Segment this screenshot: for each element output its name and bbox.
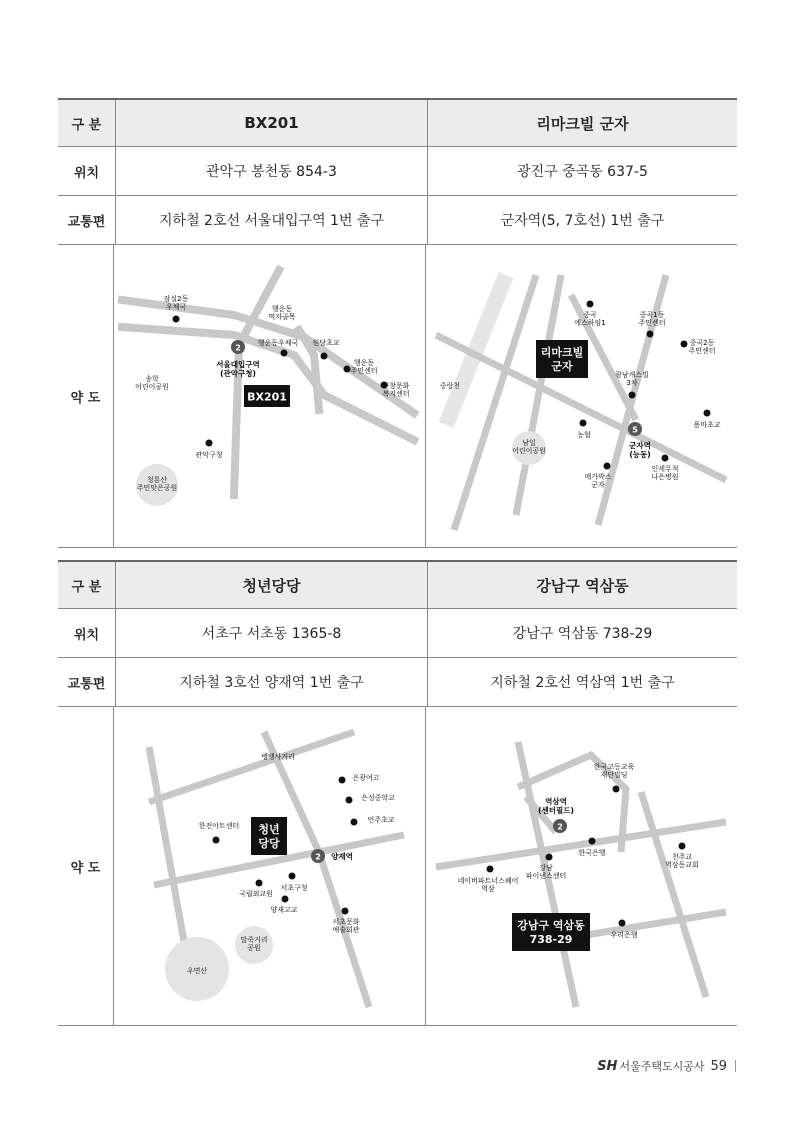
map-remarkville (426, 245, 737, 547)
location-row (58, 147, 737, 196)
poi-label-a: 한국고등교육 재단빌딩 (593, 763, 635, 779)
page-footer (597, 1058, 736, 1074)
poi-label-a: 중곡 에스하임1 (574, 311, 606, 327)
poi-dot (351, 819, 358, 826)
location-col2: 강남구 역삼동 738-29 (512, 626, 653, 642)
header-col1: BX201 (116, 100, 428, 146)
building-label: 강남구 역삼동 738-29 (517, 919, 585, 946)
station-name: 역삼역 (센터필드) (538, 797, 574, 815)
transport-col2: 군자역(5, 7호선) 1번 출구 (500, 213, 665, 229)
table-2 (58, 560, 737, 1026)
poi-label-g: 용마초교 (693, 421, 721, 429)
map-cheongnyeon-svg (114, 707, 425, 1025)
poi-label-a: 잠실2동 우체국 (163, 295, 189, 311)
poi-dot (282, 896, 289, 903)
poi-label-b: 한국은행 (578, 849, 606, 857)
poi-dot (647, 331, 654, 338)
header-col2: 리마크빌 군자 (536, 114, 629, 133)
location-col2: 광진구 중곡동 637-5 (517, 164, 648, 180)
header-col1: 청년당당 (116, 562, 428, 608)
poi-label-f: 서초구청 (280, 884, 308, 892)
poi-dot (321, 353, 328, 360)
page-number: 59 (710, 1058, 727, 1074)
poi-label-f: 우리은행 (610, 931, 638, 939)
transport-label: 교통편 (58, 658, 116, 706)
transport-row (58, 196, 737, 245)
table-header-row (58, 562, 737, 609)
poi-dot (344, 366, 351, 373)
map-label: 약 도 (58, 707, 114, 1025)
poi-label-f: 신창문화 복지센터 (382, 382, 410, 398)
poi-label-d: 광남캐스빌 3차 (615, 371, 649, 387)
map-road (234, 270, 279, 495)
poi-label-c: 강남 파이낸스센터 (525, 864, 567, 880)
transport-col2: 지하철 2호선 역삼역 1번 출구 (490, 675, 675, 691)
map-row (58, 707, 737, 1026)
transport-col1: 지하철 3호선 양재역 1번 출구 (116, 658, 428, 706)
poi-dot (487, 866, 494, 873)
station-number: 2 (315, 852, 321, 862)
poi-dot (629, 392, 636, 399)
poi-dot (587, 301, 594, 308)
map-label: 약 도 (58, 245, 114, 547)
poi-dot (346, 797, 353, 804)
poi-label-f: 농협 (577, 431, 591, 439)
map-bx201-svg (114, 245, 425, 547)
org-name: 서울주택도시공사 (619, 1060, 705, 1073)
map-yeoksam-svg (426, 707, 737, 1025)
header-label: 구 분 (58, 100, 116, 146)
poi-dot (256, 880, 263, 887)
poi-label-i: 메가박스 군자 (584, 473, 612, 489)
transport-label: 교통편 (58, 196, 116, 244)
building-label: 리마크빌 군자 (540, 346, 584, 373)
footer-divider (735, 1060, 736, 1072)
poi-label-b: 은광여고 (352, 774, 380, 782)
poi-dot (679, 843, 686, 850)
poi-dot (289, 873, 296, 880)
poi-label-c: 행운동우체국 (257, 339, 299, 347)
transport-row (58, 658, 737, 707)
location-label: 위치 (58, 147, 116, 195)
poi-label-h: 양재고교 (270, 906, 298, 914)
map-bx201 (114, 245, 426, 547)
station-name: 서울대입구역 (관악구청) (216, 360, 260, 378)
poi-label-g: 국립외교원 (239, 890, 273, 898)
poi-dot (662, 455, 669, 462)
poi-dot (613, 786, 620, 793)
poi-dot (342, 908, 349, 915)
poi-dot (546, 854, 553, 861)
header-label: 구 분 (58, 562, 116, 608)
poi-label-g: 송학 어린이공원 (135, 375, 169, 391)
poi-dot (213, 837, 220, 844)
poi-label-c: 중곡2동 주민센터 (688, 339, 716, 355)
map-remarkville-svg (426, 245, 737, 547)
station-number: 2 (557, 822, 563, 832)
poi-label-e: 행운동 주민센터 (350, 359, 378, 375)
transport-col1: 지하철 2호선 서울대입구역 1번 출구 (116, 196, 428, 244)
map-yeoksam (426, 707, 737, 1025)
poi-dot (281, 350, 288, 357)
poi-label-h: 관악구청 (195, 451, 223, 459)
poi-label-b: 중곡1동 주민센터 (638, 311, 666, 327)
building-label: 청년 당당 (258, 823, 280, 850)
table-1 (58, 98, 737, 548)
poi-label-e: 중랑천 (439, 382, 461, 390)
map-row (58, 245, 737, 548)
poi-label-e: 한전아트센터 (198, 822, 240, 830)
station-number: 5 (632, 425, 638, 435)
poi-label-k: 우면산 (186, 967, 208, 975)
location-col1: 관악구 봉천동 854-3 (116, 147, 428, 195)
station-name: 군자역 (능동) (629, 441, 651, 459)
station-name: 양재역 (331, 852, 353, 861)
location-col1: 서초구 서초동 1365-8 (116, 609, 428, 657)
poi-dot (604, 463, 611, 470)
poi-label-i: 청룡산 주민맞은공원 (136, 476, 178, 492)
poi-dot (173, 316, 180, 323)
poi-label-j: 말죽거리 공원 (240, 936, 268, 952)
poi-dot (681, 341, 688, 348)
poi-label-c: 은성중학교 (361, 794, 395, 802)
poi-dot (339, 777, 346, 784)
poi-label-d: 언주초교 (367, 816, 395, 824)
poi-label-d: 원당초교 (312, 339, 340, 347)
map-road (641, 792, 706, 997)
map-road (149, 732, 354, 802)
station-number: 2 (235, 343, 241, 353)
map-cheongnyeon (114, 707, 426, 1025)
poi-label-h: 남일 어린이공원 (512, 439, 546, 455)
poi-label-b: 행운동 먹자골목 (268, 305, 296, 321)
poi-label-j: 인세무척 나은병원 (651, 465, 679, 481)
poi-label-e: 천주교 역삼동교회 (665, 853, 699, 869)
sh-logo: SH (597, 1058, 618, 1074)
poi-dot (619, 920, 626, 927)
poi-dot (589, 838, 596, 845)
poi-label-d: 네이버파트너스퀘어 역삼 (457, 877, 519, 893)
header-col2: 강남구 역삼동 (536, 576, 629, 595)
poi-label-i: 서초문화 예술회관 (332, 918, 360, 934)
location-label: 위치 (58, 609, 116, 657)
table-header-row (58, 100, 737, 147)
building-label: BX201 (247, 390, 287, 404)
poi-dot (704, 410, 711, 417)
poi-dot (580, 420, 587, 427)
poi-dot (206, 440, 213, 447)
poi-label-a: 뱅뱅사거리 (261, 753, 295, 761)
location-row (58, 609, 737, 658)
